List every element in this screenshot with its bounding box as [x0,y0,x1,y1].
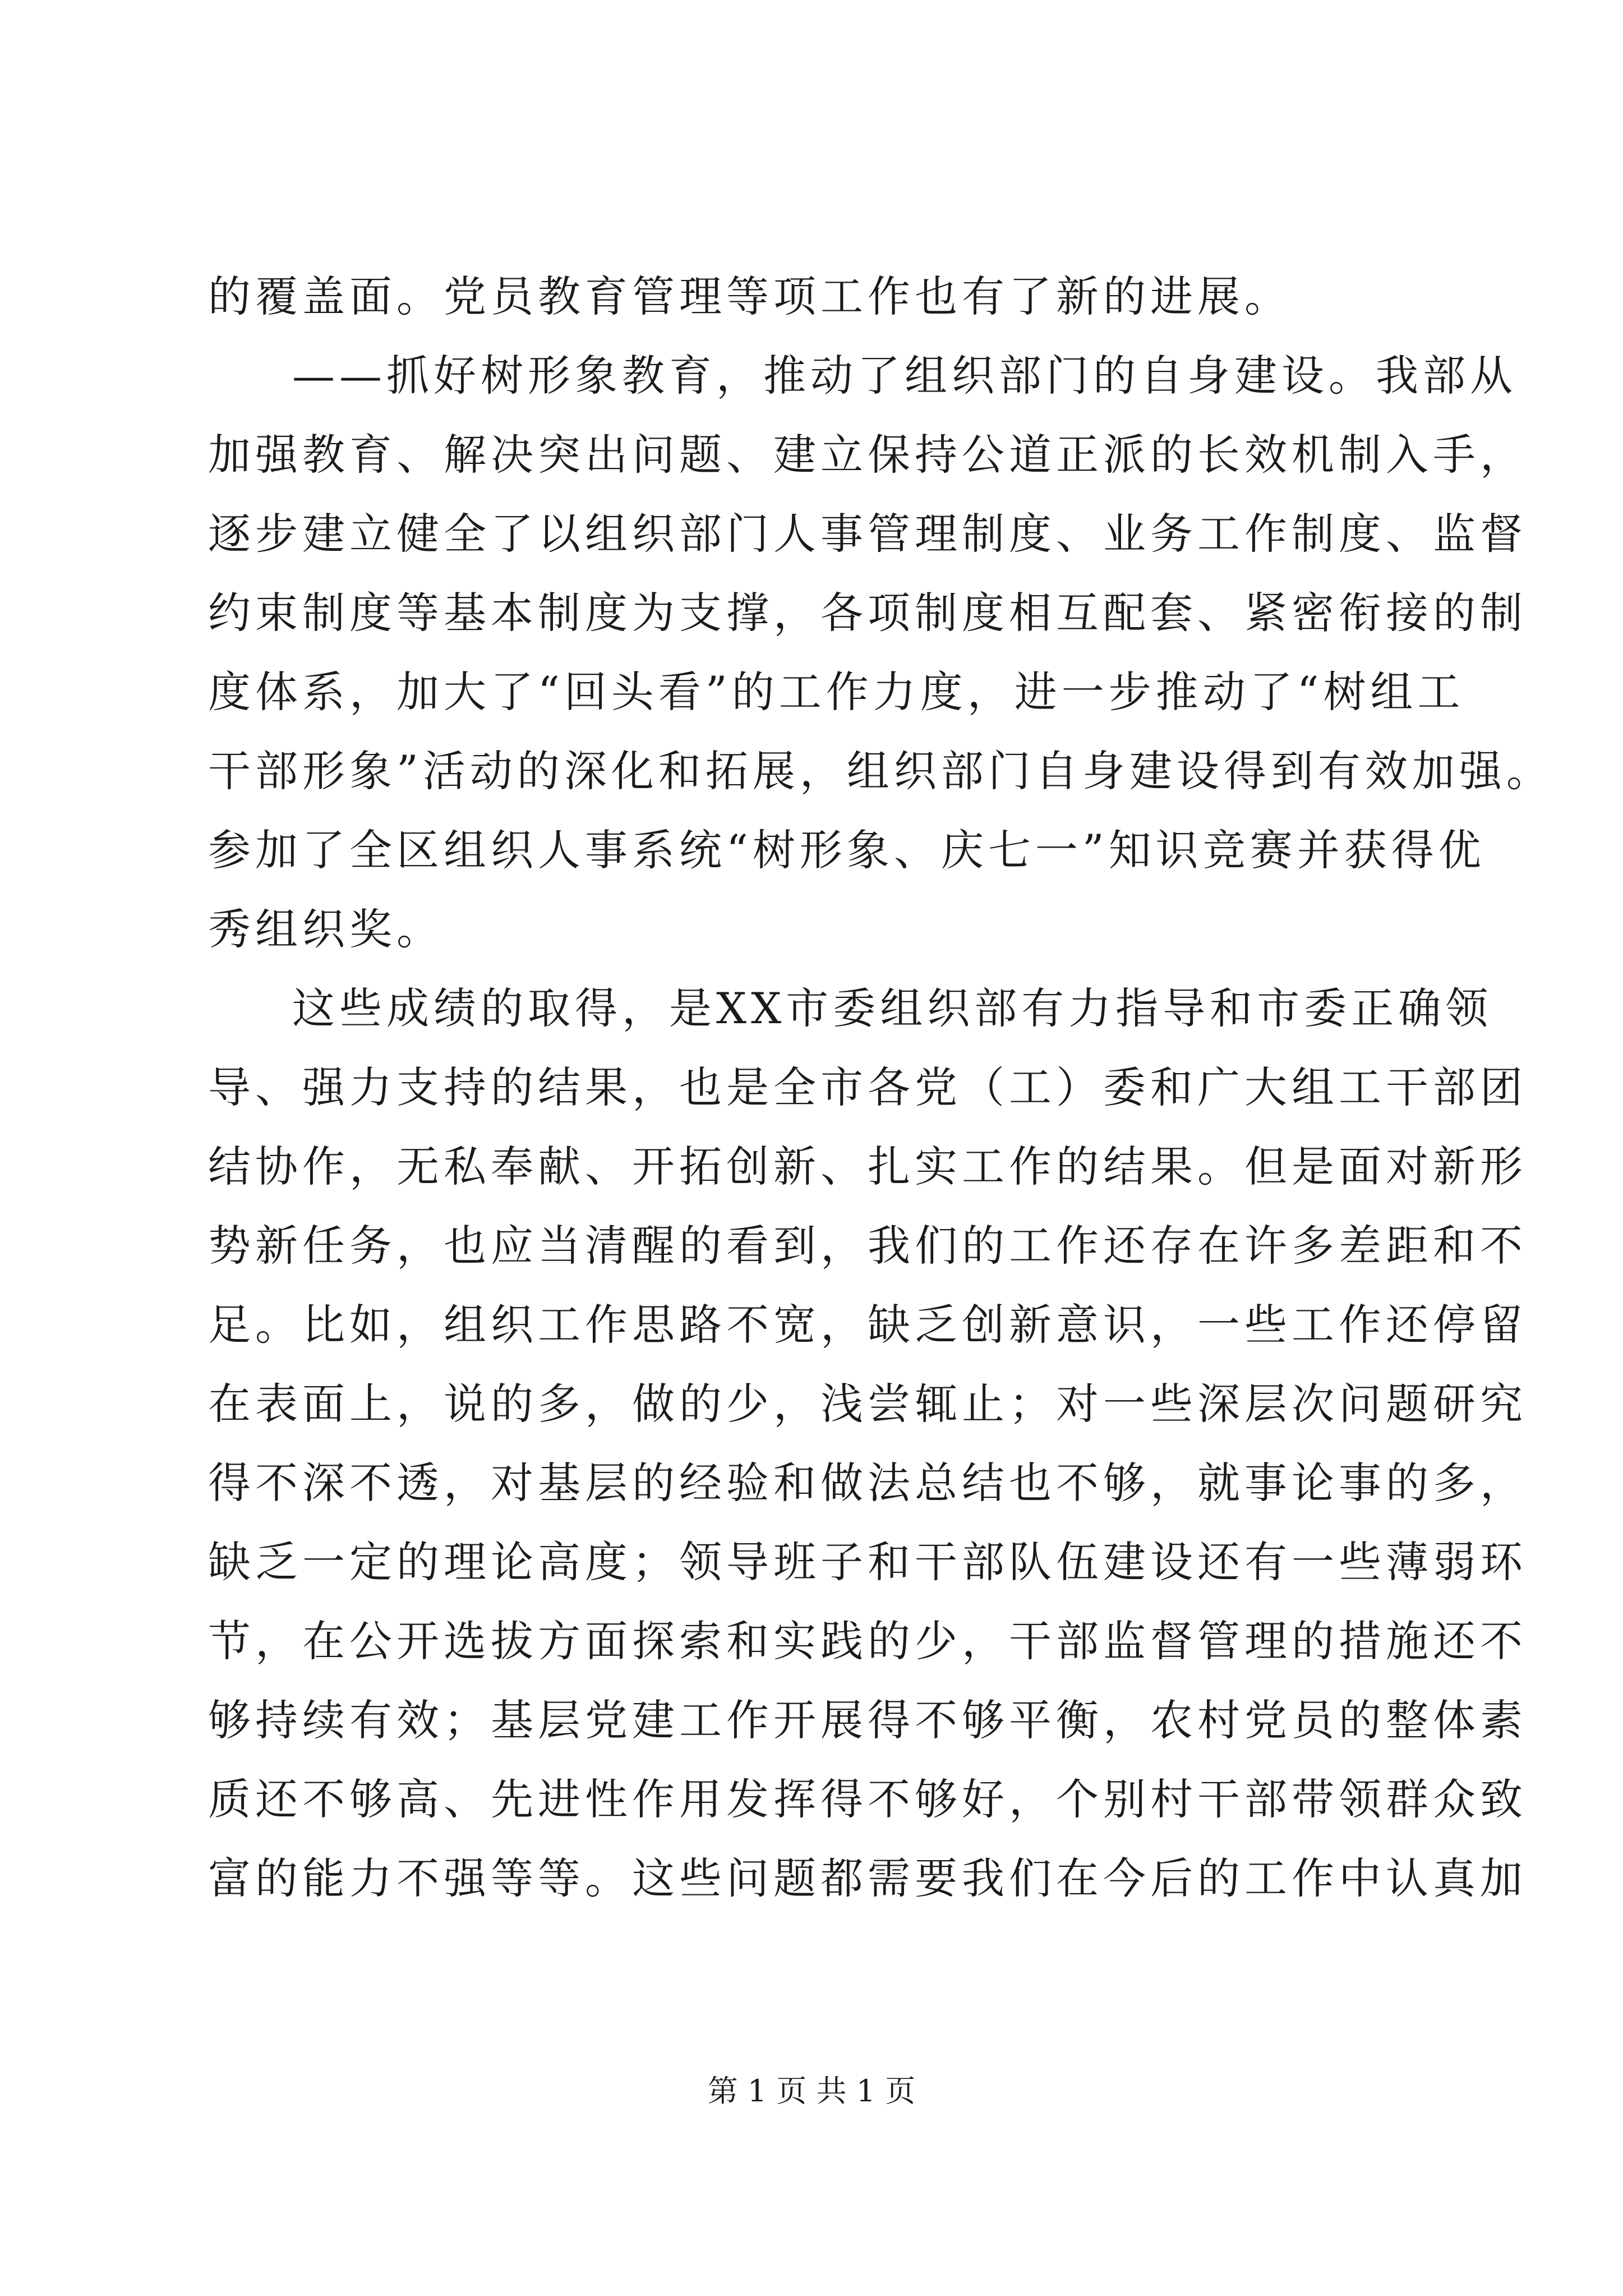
text-line: 这些成绩的取得，是XX市委组织部有力指导和市委正确领 [292,983,1493,1033]
page-footer: 第 1 页 共 1 页 [707,2073,916,2109]
text-line: 导、强力支持的结果，也是全市各党（工）委和广大组工干部团 [208,1062,1527,1112]
text-line: 加强教育、解决突出问题、建立保持公道正派的长效机制入手， [208,430,1527,480]
text-line: 秀组织奖。 [208,904,444,954]
text-line: 约束制度等基本制度为支撑，各项制度相互配套、紧密衔接的制 [208,588,1527,638]
text-line: 在表面上，说的多，做的少，浅尝辄止；对一些深层次问题研究 [208,1379,1527,1429]
text-line: 逐步建立健全了以组织部门人事管理制度、业务工作制度、监督 [208,509,1527,559]
text-line: 足。比如，组织工作思路不宽，缺乏创新意识，一些工作还停留 [208,1300,1527,1350]
text-line: 够持续有效；基层党建工作开展得不够平衡，农村党员的整体素 [208,1695,1527,1745]
text-line: 势新任务，也应当清醒的看到，我们的工作还存在许多差距和不 [208,1221,1527,1271]
text-line: 质还不够高、先进性作用发挥得不够好，个别村干部带领群众致 [208,1774,1527,1824]
text-line: 缺乏一定的理论高度；领导班子和干部队伍建设还有一些薄弱环 [208,1537,1527,1587]
text-line: ——抓好树形象教育，推动了组织部门的自身建设。我部从 [292,351,1517,401]
text-line: 的覆盖面。党员教育管理等项工作也有了新的进展。 [208,272,1292,321]
text-line: 得不深不透，对基层的经验和做法总结也不够，就事论事的多， [208,1458,1527,1508]
text-line: 参加了全区组织人事系统“树形象、庆七一”知识竞赛并获得优 [208,825,1486,875]
text-line: 富的能力不强等等。这些问题都需要我们在今后的工作中认真加 [208,1853,1527,1903]
text-line: 度体系，加大了“回头看”的工作力度，进一步推动了“树组工 [208,667,1465,717]
text-line: 节，在公开选拔方面探索和实践的少，干部监督管理的措施还不 [208,1616,1527,1666]
document-body [208,257,1553,1918]
text-line: 结协作，无私奉献、开拓创新、扎实工作的结果。但是面对新形 [208,1142,1527,1191]
text-line: 干部形象”活动的深化和拓展，组织部门自身建设得到有效加强。 [208,746,1553,796]
